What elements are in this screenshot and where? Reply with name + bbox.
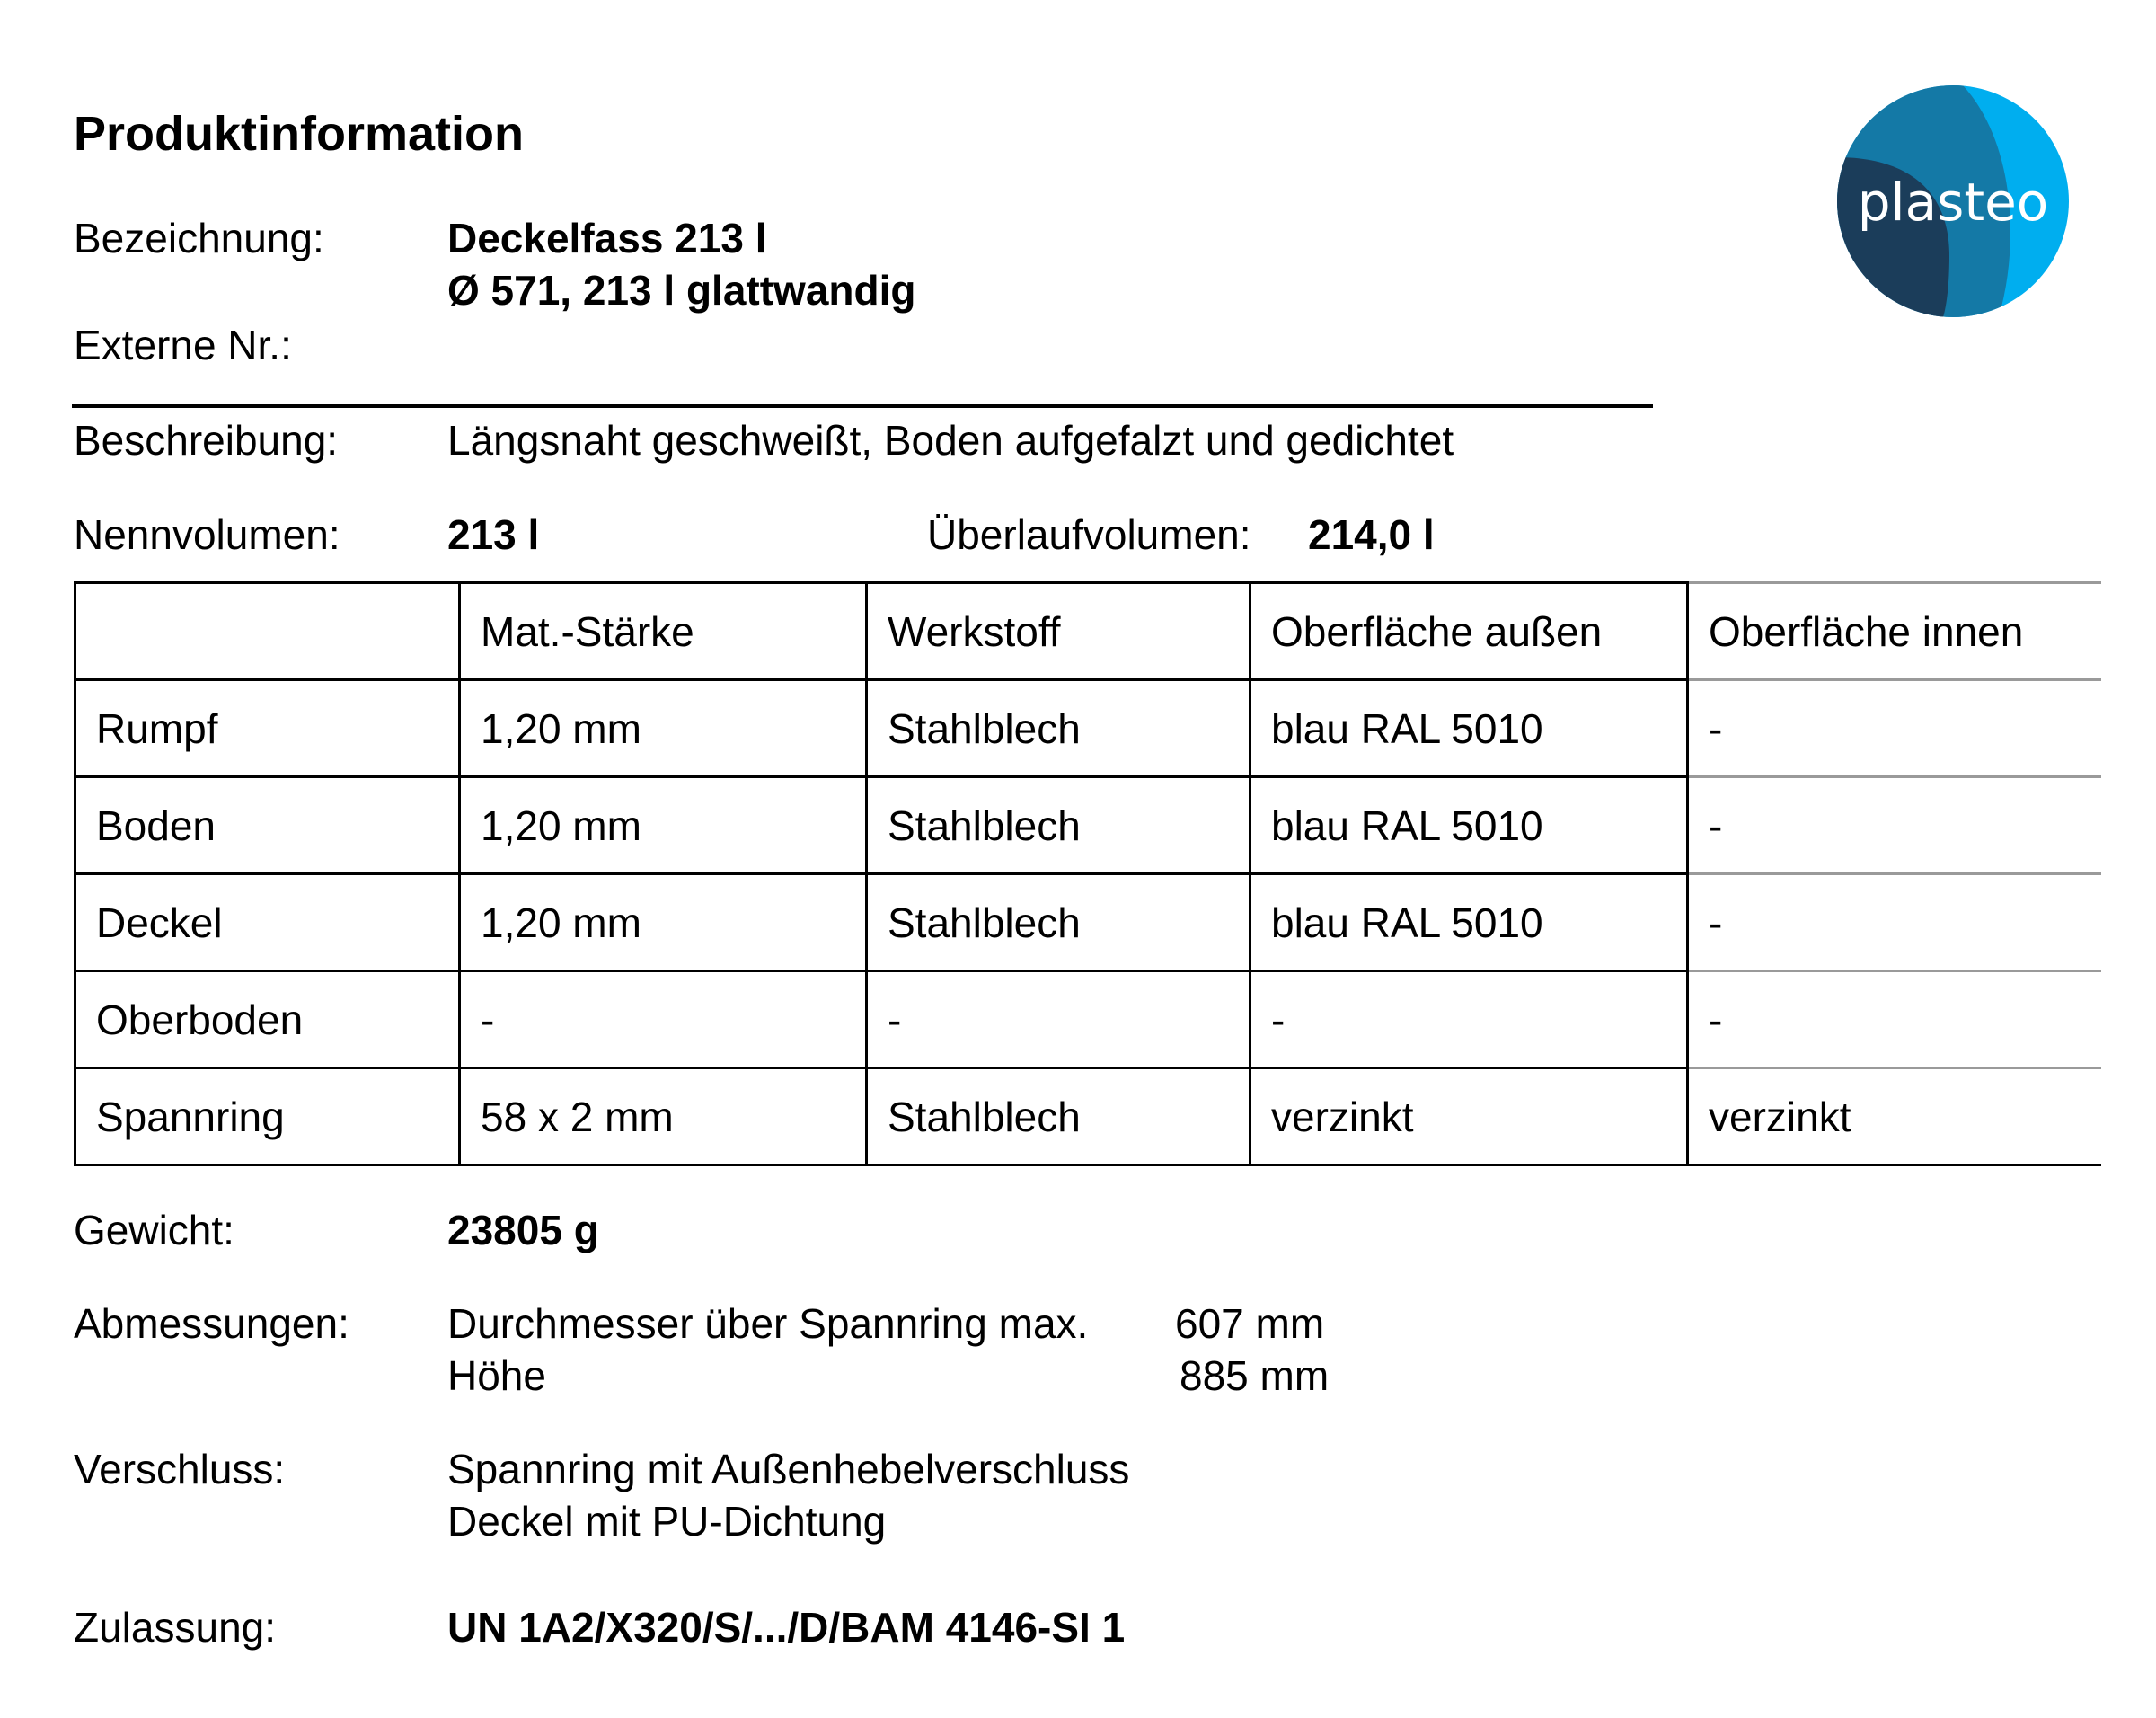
zulassung-value: UN 1A2/X320/S/.../D/BAM 4146-SI 1 [447, 1604, 1126, 1651]
table-cell: Rumpf [75, 680, 460, 777]
verschluss-line2: Deckel mit PU-Dichtung [447, 1498, 887, 1545]
header-cell: Oberfläche außen [1250, 583, 1688, 680]
table-cell: Stahlblech [867, 680, 1250, 777]
nennvolumen-label: Nennvolumen: [74, 511, 340, 558]
table-cell: - [460, 971, 867, 1068]
table-row [75, 1068, 2101, 1165]
externe-nr-label: Externe Nr.: [74, 322, 292, 368]
table-cell: 1,20 mm [460, 874, 867, 971]
table-cell: blau RAL 5010 [1250, 777, 1688, 874]
table-cell: Boden [75, 777, 460, 874]
table-cell: blau RAL 5010 [1250, 874, 1688, 971]
table-cell: blau RAL 5010 [1250, 680, 1688, 777]
ueberlaufvolumen-label: Überlaufvolumen: [927, 511, 1251, 558]
table-row [75, 680, 2101, 777]
table-cell: Spannring [75, 1068, 460, 1165]
table-cell: 58 x 2 mm [460, 1068, 867, 1165]
table-row [75, 874, 2101, 971]
table-header-row [75, 583, 2101, 680]
table-cell: - [1688, 777, 2101, 874]
table-cell: - [867, 971, 1250, 1068]
header-cell: Mat.-Stärke [460, 583, 867, 680]
table-cell: - [1688, 971, 2101, 1068]
table-row [75, 777, 2101, 874]
zulassung-label: Zulassung: [74, 1604, 277, 1651]
nennvolumen-value: 213 l [447, 511, 540, 558]
table-cell: verzinkt [1688, 1068, 2101, 1165]
table-cell: Stahlblech [867, 1068, 1250, 1165]
abmessungen-item-name: Durchmesser über Spannring max. [447, 1300, 1089, 1347]
gewicht-label: Gewicht: [74, 1207, 234, 1253]
table-row [75, 971, 2101, 1068]
ueberlaufvolumen-value: 214,0 l [1308, 511, 1435, 558]
bezeichnung-line2: Ø 571, 213 l glattwandig [447, 267, 916, 314]
abmessungen-label: Abmessungen: [74, 1300, 349, 1347]
header-cell: Werkstoff [867, 583, 1250, 680]
table-cell: - [1688, 680, 2101, 777]
bezeichnung-label: Bezeichnung: [74, 215, 324, 261]
spec-table [74, 581, 2101, 1166]
bezeichnung-line1: Deckelfass 213 l [447, 215, 767, 261]
gewicht-value: 23805 g [447, 1207, 599, 1253]
table-cell: - [1250, 971, 1688, 1068]
table-cell: Oberboden [75, 971, 460, 1068]
verschluss-line1: Spannring mit Außenhebelverschluss [447, 1446, 1130, 1492]
beschreibung-label: Beschreibung: [74, 417, 339, 464]
verschluss-label: Verschluss: [74, 1446, 286, 1492]
table-cell: Deckel [75, 874, 460, 971]
table-cell: verzinkt [1250, 1068, 1688, 1165]
table-cell: - [1688, 874, 2101, 971]
plasteo-logo [1837, 85, 2069, 317]
page-title: Produktinformation [74, 107, 524, 161]
abmessungen-item-value: 607 mm [1175, 1300, 1325, 1347]
header-cell: Oberfläche innen [1688, 583, 2101, 680]
table-cell: 1,20 mm [460, 777, 867, 874]
logo-text: plasteo [1857, 172, 2049, 233]
beschreibung-value: Längsnaht geschweißt, Boden aufgefalzt und gedichtet [447, 417, 1454, 464]
abmessungen-item-value: 885 mm [1180, 1352, 1330, 1399]
table-cell: Stahlblech [867, 777, 1250, 874]
abmessungen-item-name: Höhe [447, 1352, 546, 1399]
table-cell: Stahlblech [867, 874, 1250, 971]
separator-rule [72, 404, 1653, 408]
table-cell: 1,20 mm [460, 680, 867, 777]
header-cell [75, 583, 460, 680]
